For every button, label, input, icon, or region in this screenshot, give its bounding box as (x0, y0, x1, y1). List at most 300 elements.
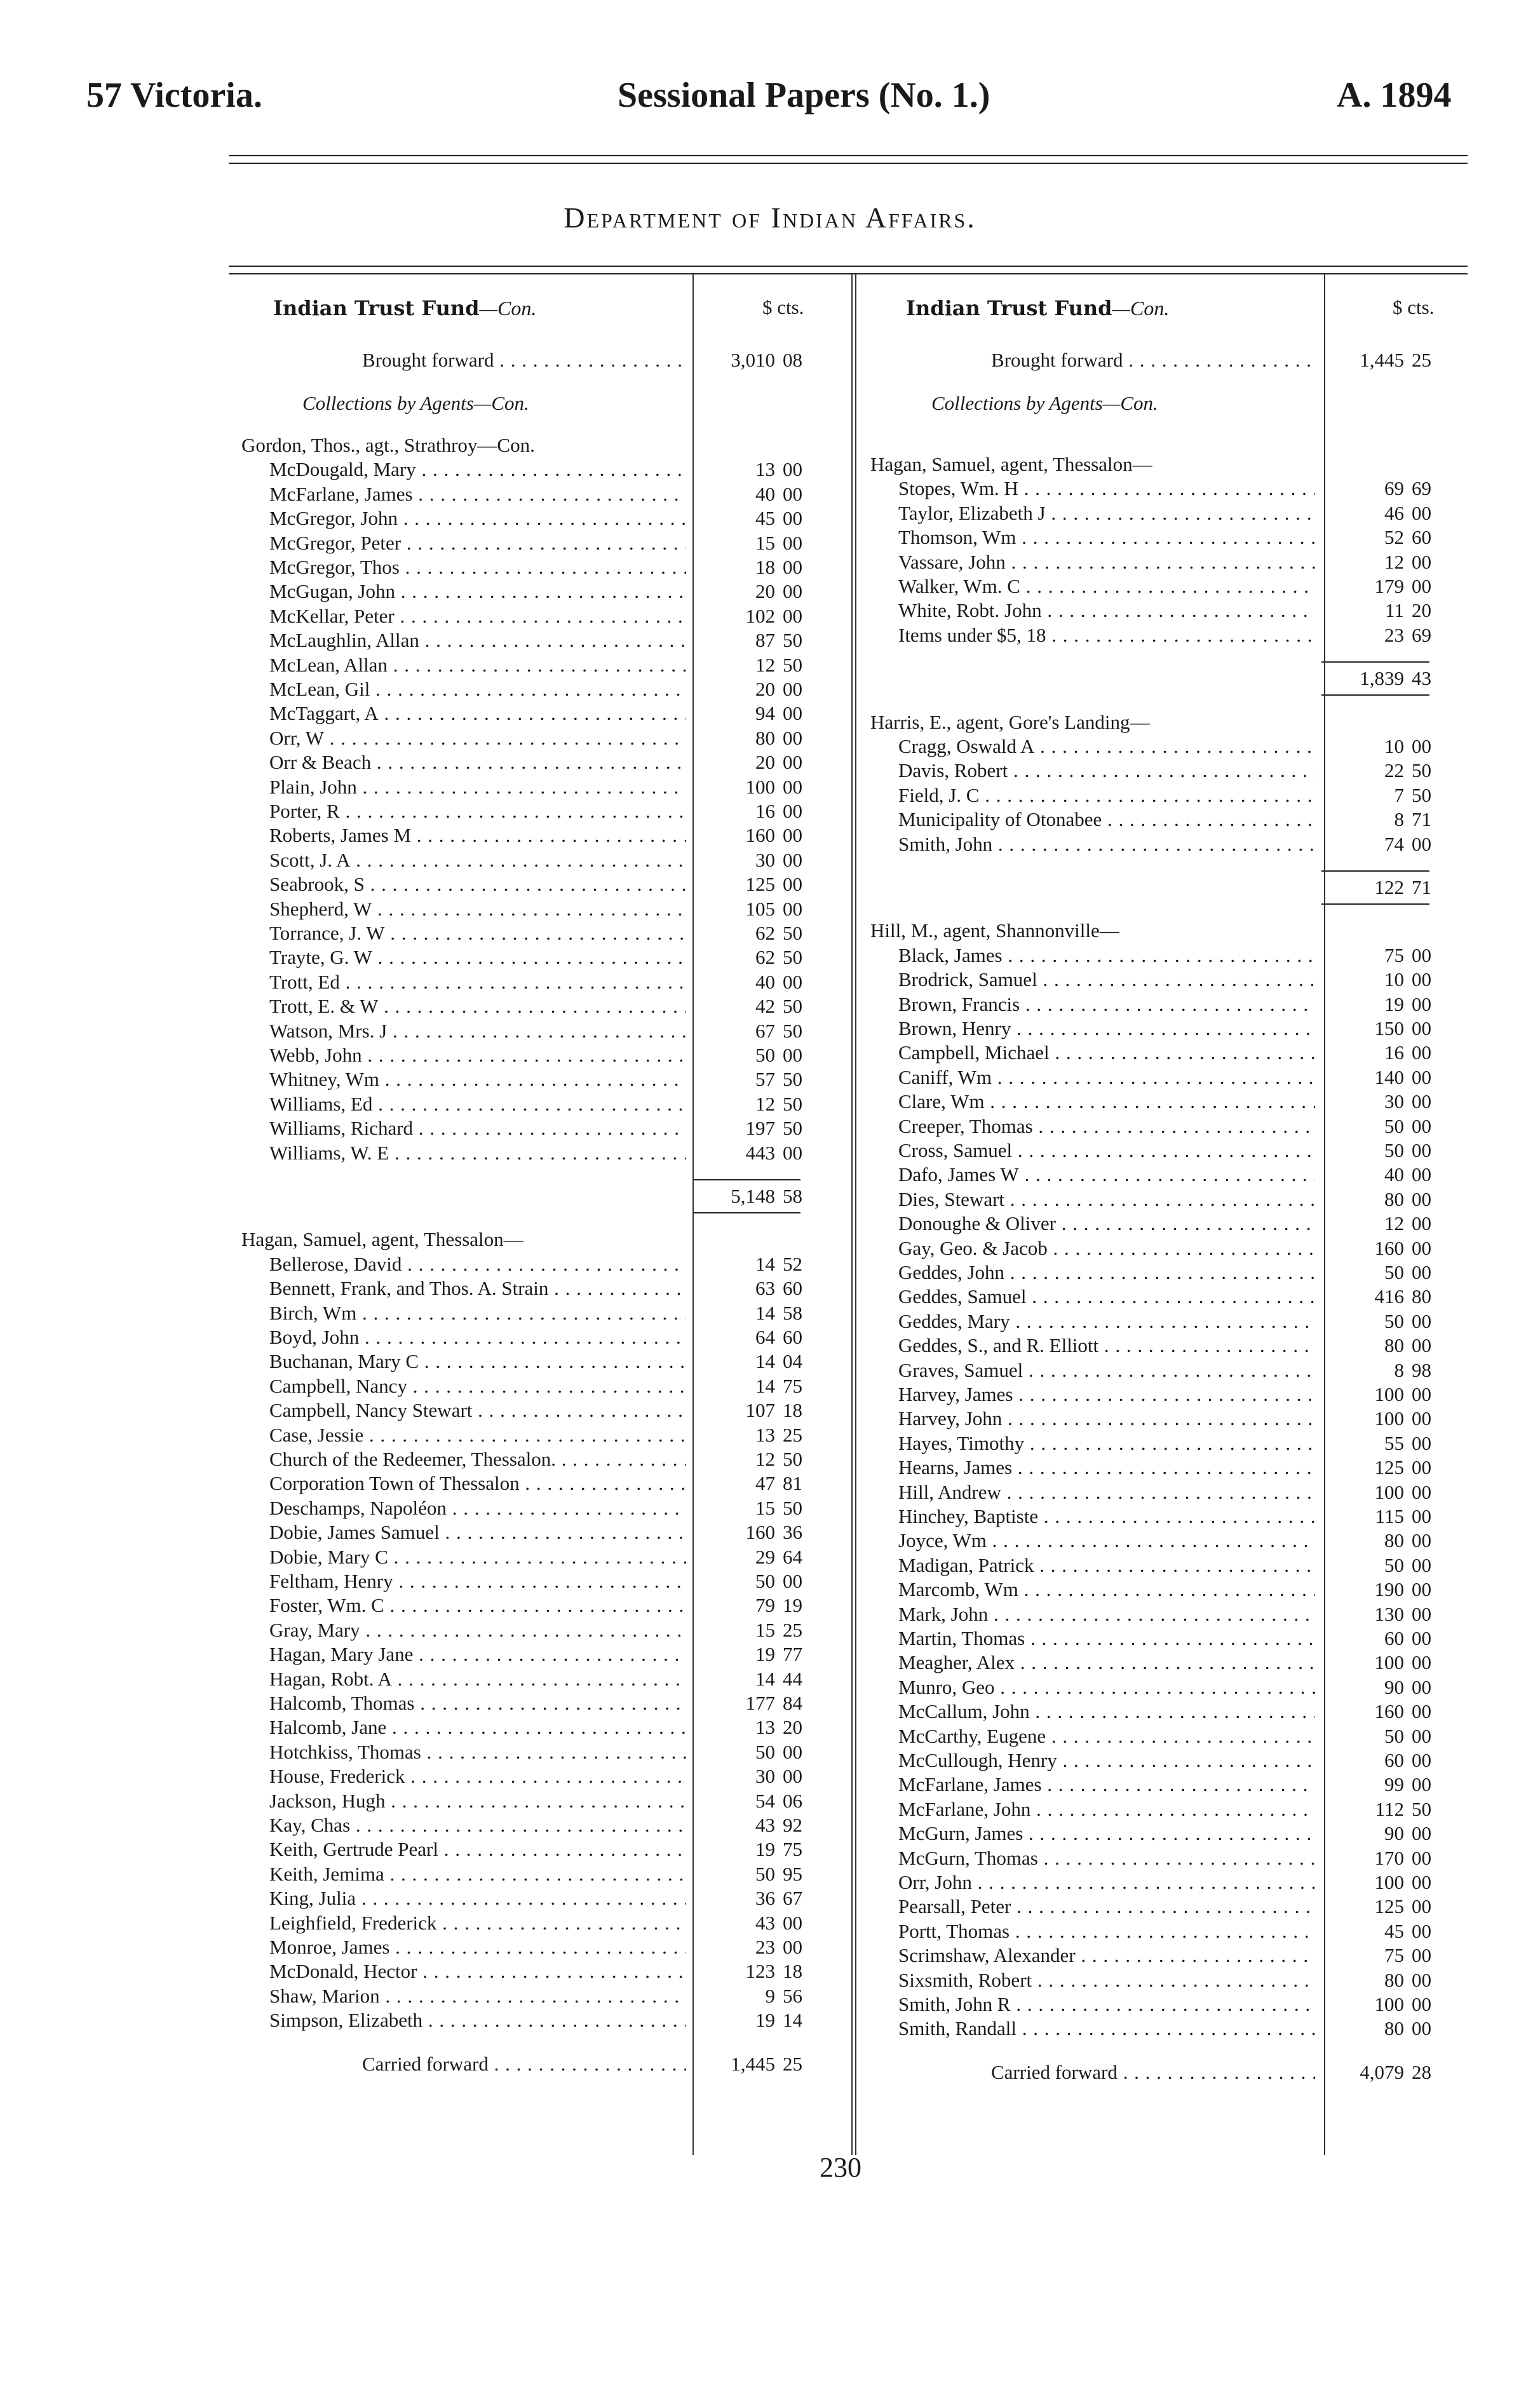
amount-dollars: 160 (745, 1521, 775, 1544)
amount (1328, 1602, 1431, 1626)
amount (699, 1789, 802, 1813)
left-unit-header: $ cts. (762, 296, 804, 318)
entry-name: Williams, W. E . . . (269, 1141, 686, 1165)
amount-cents: 71 (1412, 876, 1431, 898)
amount (699, 1349, 802, 1374)
entry-name: Dafo, James W . . . (898, 1163, 1315, 1187)
amount (699, 799, 802, 823)
amount (1328, 1138, 1431, 1163)
row-entry (241, 872, 839, 896)
amount (699, 1667, 802, 1691)
amount (699, 1545, 802, 1569)
amount-cents: 00 (1412, 1675, 1431, 1698)
amount-cents: 00 (1412, 1212, 1431, 1235)
amount-cents: 00 (1412, 575, 1431, 597)
row-entry (870, 1285, 1468, 1309)
header-title: Sessional Papers (No. 1.) (618, 76, 990, 115)
amount-cents: 00 (783, 702, 802, 725)
header-rule-bottom (229, 163, 1468, 164)
amount-dollars: 80 (1384, 1334, 1404, 1357)
row-entry (870, 476, 1468, 501)
row-entry (870, 1187, 1468, 1212)
amount-dollars: 43 (755, 1911, 775, 1934)
row-entry (870, 1407, 1468, 1431)
amount (1328, 1504, 1431, 1529)
agent-name: Hagan, Samuel, agent, Thessalon— (241, 1228, 523, 1251)
amount-dollars: 100 (1374, 1480, 1404, 1503)
amount-cents: 00 (1412, 1187, 1431, 1210)
row-entry (870, 1553, 1468, 1578)
row-entry (870, 759, 1468, 783)
amount (1328, 875, 1431, 900)
entry-name: Dies, Stewart . . . (898, 1187, 1315, 1212)
row-entry (241, 1116, 839, 1140)
entry-name: Hagan, Mary Jane . . . (269, 1642, 686, 1666)
entry-name: Dobie, Mary C . . . (269, 1545, 686, 1569)
amount (699, 531, 802, 555)
amount-cents: 00 (1412, 1773, 1431, 1796)
row-entry (241, 604, 839, 628)
amount-cents: 00 (1412, 1114, 1431, 1137)
amount-dollars: 190 (1374, 1578, 1404, 1601)
amount (1328, 348, 1431, 372)
amount-cents: 75 (783, 1374, 802, 1397)
amount (699, 970, 802, 994)
entry-name: Cragg, Oswald A . . . (898, 734, 1315, 759)
row-entry (241, 1545, 839, 1569)
entry-name: Dobie, James Samuel . . . (269, 1520, 686, 1544)
amount-cents: 00 (1412, 1309, 1431, 1332)
amount-dollars: 80 (1384, 1529, 1404, 1552)
amount-cents: 50 (783, 1068, 802, 1091)
row-entry (241, 750, 839, 774)
amount-cents: 00 (783, 458, 802, 481)
amount-dollars: 443 (745, 1141, 775, 1164)
agent-name: Harris, E., agent, Gore's Landing— (870, 710, 1150, 733)
amount (1328, 1870, 1431, 1895)
amount-dollars: 16 (755, 800, 775, 822)
amount (1328, 1699, 1431, 1724)
amount (699, 1813, 802, 1837)
amount-dollars: 50 (755, 1740, 775, 1763)
row-entry (870, 1041, 1468, 1065)
entry-name: Graves, Samuel . . . (898, 1358, 1315, 1382)
amount-cents: 18 (783, 1399, 802, 1422)
amount (1328, 1358, 1431, 1382)
amount (699, 994, 802, 1018)
amount-dollars: 42 (755, 995, 775, 1018)
amount-dollars: 55 (1384, 1431, 1404, 1454)
amount-cents: 56 (783, 1984, 802, 2007)
amount-cents: 00 (783, 800, 802, 822)
amount (699, 1959, 802, 1983)
amount-dollars: 14 (755, 1374, 775, 1397)
divider-center-double (855, 274, 856, 2155)
amount-dollars: 40 (1384, 1163, 1404, 1186)
amount-cents: 00 (1412, 1017, 1431, 1039)
entry-name: Geddes, Mary . . . (898, 1309, 1315, 1334)
amount (699, 1447, 802, 1471)
amount-dollars: 50 (755, 1044, 775, 1066)
amount-dollars: 23 (1384, 623, 1404, 646)
amount (699, 848, 802, 872)
row-entry (870, 1968, 1468, 1992)
amount-dollars: 150 (1374, 1017, 1404, 1039)
amount-cents: 50 (1412, 783, 1431, 806)
amount-dollars: 60 (1384, 1749, 1404, 1771)
row-entry (241, 1837, 839, 1861)
amount-dollars: 15 (755, 1496, 775, 1519)
amount-cents: 69 (1412, 477, 1431, 500)
amount-cents: 50 (783, 1496, 802, 1519)
entry-name: Harvey, James . . . (898, 1382, 1315, 1407)
entry-name: Smith, John R . . . (898, 1992, 1315, 2017)
row-entry (870, 1163, 1468, 1187)
amount-dollars: 80 (1384, 1968, 1404, 1991)
row-entry (870, 623, 1468, 647)
amount-cents: 00 (783, 1911, 802, 1934)
entry-name: Boyd, John . . . (269, 1325, 686, 1349)
row-entry (870, 1504, 1468, 1529)
amount-dollars: 47 (755, 1472, 775, 1495)
amount-dollars: 19 (1384, 992, 1404, 1015)
amount (699, 1398, 802, 1422)
entry-name: Hinchey, Baptiste . . . (898, 1504, 1315, 1529)
amount-cents: 04 (783, 1350, 802, 1373)
amount-dollars: 20 (755, 751, 775, 774)
amount (699, 701, 802, 726)
amount-cents: 84 (783, 1692, 802, 1714)
amount-cents: 50 (783, 1019, 802, 1042)
entry-name: Watson, Mrs. J . . . (269, 1019, 686, 1043)
row-subheading (241, 391, 839, 416)
entry-name: King, Julia . . . (269, 1886, 686, 1910)
amount-cents: 00 (783, 482, 802, 505)
entry-name: Walker, Wm. C . . . (898, 574, 1315, 598)
row-entry (870, 1236, 1468, 1260)
amount-cents: 44 (783, 1667, 802, 1690)
amount-cents: 00 (1412, 1334, 1431, 1357)
amount (699, 1252, 802, 1276)
amount-cents: 00 (783, 1044, 802, 1066)
entry-name: Brown, Francis . . . (898, 992, 1315, 1017)
entry-name: McDonald, Hector . . . (269, 1959, 686, 1983)
amount (1328, 1968, 1431, 1992)
amount-cents: 25 (783, 2052, 802, 2075)
entry-name: McGurn, Thomas . . . (898, 1846, 1315, 1870)
amount-cents: 71 (1412, 808, 1431, 831)
row-entry (870, 1017, 1468, 1041)
page-number: 230 (820, 2152, 861, 2183)
entry-name: Cross, Samuel . . . (898, 1138, 1315, 1163)
row-entry (241, 1984, 839, 2008)
amount-cents: 52 (783, 1252, 802, 1275)
amount (699, 1471, 802, 1496)
amount (1328, 943, 1431, 968)
amount (699, 1569, 802, 1593)
amount-dollars: 5,148 (731, 1185, 775, 1207)
amount-dollars: 87 (755, 629, 775, 652)
amount (1328, 1529, 1431, 1553)
row-entry (241, 1398, 839, 1422)
row-entry (241, 1374, 839, 1398)
amount (1328, 550, 1431, 574)
amount-dollars: 52 (1384, 526, 1404, 549)
amount-dollars: 123 (745, 1960, 775, 1983)
entry-name: McLaughlin, Allan . . . (269, 628, 686, 652)
row-entry (241, 1740, 839, 1764)
row-brought (241, 348, 839, 372)
amount (699, 628, 802, 652)
row-entry (870, 1382, 1468, 1407)
amount-dollars: 140 (1374, 1065, 1404, 1088)
entry-name: Foster, Wm. C . . . (269, 1593, 686, 1618)
amount-cents: 00 (1412, 992, 1431, 1015)
amount-cents: 00 (783, 1765, 802, 1788)
row-entry (241, 2008, 839, 2032)
amount (1328, 783, 1431, 807)
amount (699, 1935, 802, 1959)
row-total (870, 666, 1468, 691)
entry-name: Bellerose, David . . . (269, 1252, 686, 1276)
amount (1328, 1992, 1431, 2017)
amount-dollars: 1,839 (1360, 667, 1404, 690)
amount-cents: 58 (783, 1301, 802, 1324)
amount (699, 1019, 802, 1043)
row-entry (241, 579, 839, 604)
row-entry (870, 501, 1468, 525)
entry-name: Marcomb, Wm . . . (898, 1578, 1315, 1602)
amount-cents: 00 (1412, 1993, 1431, 2015)
entry-name: Monroe, James . . . (269, 1935, 686, 1959)
entry-name: Donoughe & Oliver . . . (898, 1212, 1315, 1236)
row-entry (241, 994, 839, 1018)
header-year: A. 1894 (1337, 76, 1452, 115)
amount-cents: 25 (783, 1423, 802, 1446)
entry-name: Hagan, Robt. A . . . (269, 1667, 686, 1691)
amount (1328, 807, 1431, 832)
entry-name: Buchanan, Mary C . . . (269, 1349, 686, 1374)
entry-name: McFarlane, James . . . (898, 1773, 1315, 1797)
amount (1328, 1187, 1431, 1212)
amount-dollars: 170 (1374, 1846, 1404, 1869)
entry-name: McCarthy, Eugene . . . (898, 1724, 1315, 1748)
amount-cents: 20 (1412, 599, 1431, 622)
entry-name: Simpson, Elizabeth . . . (269, 2008, 686, 2032)
left-title (273, 296, 536, 320)
entry-name: Thomson, Wm . . . (898, 525, 1315, 550)
amount (1328, 1578, 1431, 1602)
amount (1328, 1334, 1431, 1358)
agent-name: Gordon, Thos., agt., Strathroy—Con. (241, 434, 535, 456)
entry-name: Plain, John . . . (269, 775, 686, 799)
amount (1328, 1553, 1431, 1578)
row-entry (870, 1943, 1468, 1968)
amount-cents: 00 (1412, 501, 1431, 524)
amount (1328, 1407, 1431, 1431)
row-entry (241, 1325, 839, 1349)
amount (1328, 525, 1431, 550)
amount-dollars: 90 (1384, 1822, 1404, 1845)
row-entry (241, 1886, 839, 1910)
amount-dollars: 125 (745, 873, 775, 896)
amount (1328, 501, 1431, 525)
amount (1328, 1260, 1431, 1285)
amount (1328, 2017, 1431, 2041)
amount (1328, 1724, 1431, 1748)
amount (1328, 1431, 1431, 1456)
amount (1328, 666, 1431, 691)
entry-name: Whitney, Wm . . . (269, 1067, 686, 1091)
amount-dollars: 50 (1384, 1553, 1404, 1576)
amount-cents: 50 (783, 653, 802, 676)
amount-dollars: 179 (1374, 575, 1404, 597)
amount-cents: 75 (783, 1838, 802, 1861)
amount-dollars: 36 (755, 1887, 775, 1910)
amount (1328, 1748, 1431, 1773)
amount-dollars: 94 (755, 702, 775, 725)
entry-name: Black, James . . . (898, 943, 1315, 968)
amount-cents: 50 (783, 922, 802, 944)
amount-dollars: 90 (1384, 1675, 1404, 1698)
amount (1328, 1017, 1431, 1041)
entry-name: Scrimshaw, Alexander . . . (898, 1943, 1315, 1968)
amount (699, 823, 802, 848)
amount (1328, 1309, 1431, 1334)
amount-cents: 00 (1412, 1139, 1431, 1161)
amount-cents: 67 (783, 1887, 802, 1910)
amount-dollars: 50 (1384, 1139, 1404, 1161)
amount (699, 945, 802, 970)
carried-forward-label: Carried forward . . . (991, 2060, 1315, 2084)
row-entry (241, 628, 839, 652)
entry-name: Trott, Ed . . . (269, 970, 686, 994)
amount-dollars: 30 (755, 1765, 775, 1788)
table-rule-top (229, 266, 1468, 267)
row-entry (870, 574, 1468, 598)
row-entry (870, 992, 1468, 1017)
amount (1328, 1919, 1431, 1943)
subheading: Collections by Agents—Con. (302, 392, 529, 414)
entry-name: Gray, Mary . . . (269, 1618, 686, 1642)
brought-forward-label: Brought forward . . . (362, 348, 686, 372)
agent-name: Hill, M., agent, Shannonville— (870, 919, 1119, 942)
entry-name: Geddes, S., and R. Elliott . . . (898, 1334, 1315, 1358)
entry-name: Vassare, John . . . (898, 550, 1315, 574)
entry-name: Portt, Thomas . . . (898, 1919, 1315, 1943)
row-entry (870, 1895, 1468, 1919)
amount-dollars: 8 (1394, 1358, 1404, 1381)
amount (1328, 1285, 1431, 1309)
amount-dollars: 10 (1384, 968, 1404, 991)
amount-cents: 00 (1412, 1431, 1431, 1454)
row-entry (241, 1447, 839, 1471)
row-entry (870, 1456, 1468, 1480)
amount (699, 872, 802, 896)
entry-name: Shaw, Marion . . . (269, 1984, 686, 2008)
amount-dollars: 12 (755, 1448, 775, 1470)
amount-dollars: 19 (755, 1838, 775, 1861)
amount-dollars: 100 (745, 775, 775, 798)
amount-dollars: 112 (1375, 1797, 1404, 1820)
amount-dollars: 107 (745, 1399, 775, 1422)
entry-name: Porter, R . . . (269, 799, 686, 823)
entry-name: Items under $5, 18 . . . (898, 623, 1315, 647)
entry-name: White, Robt. John . . . (898, 598, 1315, 623)
amount-cents: 00 (1412, 1261, 1431, 1283)
entry-name: Harvey, John . . . (898, 1407, 1315, 1431)
amount-dollars: 30 (1384, 1090, 1404, 1113)
entry-name: McFarlane, James . . . (269, 482, 686, 506)
amount-cents: 00 (783, 970, 802, 993)
amount (1328, 598, 1431, 623)
amount-cents: 00 (783, 678, 802, 700)
entry-name: Caniff, Wm . . . (898, 1065, 1315, 1090)
amount-dollars: 64 (755, 1326, 775, 1348)
entry-name: Halcomb, Jane . . . (269, 1715, 686, 1740)
entry-name: Hayes, Timothy . . . (898, 1431, 1315, 1456)
amount-dollars: 30 (755, 848, 775, 871)
entry-name: Jackson, Hugh . . . (269, 1789, 686, 1813)
amount-dollars: 3,010 (731, 349, 775, 371)
amount (699, 1593, 802, 1618)
row-entry (241, 1471, 839, 1496)
amount-cents: 00 (1412, 1505, 1431, 1527)
amount (699, 1764, 802, 1788)
amount-dollars: 20 (755, 678, 775, 700)
amount-dollars: 100 (1374, 1993, 1404, 2015)
amount (699, 2052, 802, 2076)
amount (1328, 1821, 1431, 1846)
amount (699, 653, 802, 677)
row-entry (241, 1959, 839, 1983)
entry-name: Clare, Wm . . . (898, 1090, 1315, 1114)
amount-cents: 00 (783, 897, 802, 920)
amount-dollars: 197 (745, 1117, 775, 1140)
row-carried (870, 2060, 1468, 2084)
row-entry (241, 701, 839, 726)
amount-dollars: 50 (1384, 1114, 1404, 1137)
amount-dollars: 22 (1384, 759, 1404, 782)
row-entry (870, 943, 1468, 968)
amount (699, 457, 802, 482)
entry-name: Orr & Beach . . . (269, 750, 686, 774)
amount-dollars: 12 (755, 653, 775, 676)
amount-cents: 00 (1412, 1065, 1431, 1088)
amount (1328, 1163, 1431, 1187)
amount (1328, 1626, 1431, 1651)
amount-dollars: 105 (745, 897, 775, 920)
entry-name: McGugan, John . . . (269, 579, 686, 604)
amount-dollars: 62 (755, 922, 775, 944)
row-entry (241, 1935, 839, 1959)
amount (699, 775, 802, 799)
amount-cents: 69 (1412, 623, 1431, 646)
row-entry (870, 525, 1468, 550)
row-entry (870, 783, 1468, 807)
amount-cents: 64 (783, 1545, 802, 1568)
entry-name: Geddes, Samuel . . . (898, 1285, 1315, 1309)
amount (699, 1141, 802, 1165)
amount-cents: 50 (783, 629, 802, 652)
row-entry (241, 1520, 839, 1544)
entry-name: Scott, J. A . . . (269, 848, 686, 872)
amount-dollars: 74 (1384, 832, 1404, 855)
amount-dollars: 14 (755, 1301, 775, 1324)
amount-dollars: 50 (755, 1862, 775, 1885)
department-heading: Department of Indian Affairs. (564, 201, 976, 234)
amount (699, 482, 802, 506)
